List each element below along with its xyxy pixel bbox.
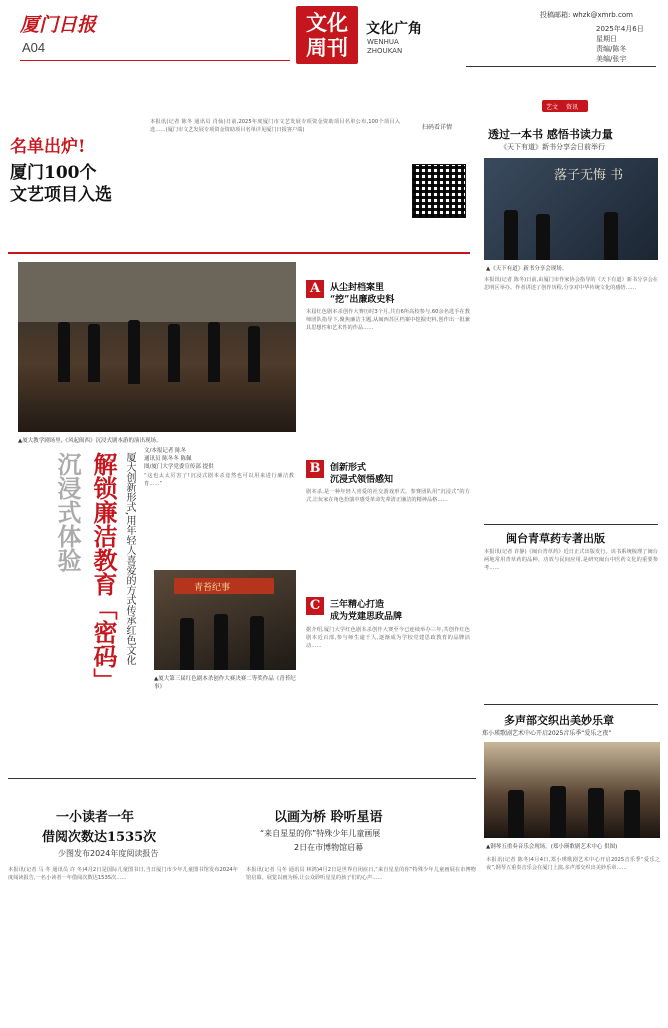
designer: 美编/张宇 <box>596 55 627 63</box>
date: 2025年4月6日 <box>596 25 644 33</box>
top-story-headline-1: 厦门100个 <box>10 163 97 183</box>
column-logo-block <box>296 6 358 64</box>
feature-title-red: 解锁廉洁教育「密码」 <box>89 452 118 692</box>
news3-text: 本报讯(记者 陈冬)4月4日,郑小瑛歌剧艺术中心开启2025音乐季“爱乐之夜”,钢琴五重奏音乐会在厦门上演,多声部交织出美妙乐章…… <box>486 857 660 871</box>
paper-logo: 厦门日报 <box>20 14 97 36</box>
header-right-rule <box>466 66 656 67</box>
bottom-story-2 <box>246 786 476 1024</box>
page-number: A04 <box>22 40 46 55</box>
musician-figure <box>624 790 640 838</box>
performer-figure <box>248 326 260 382</box>
bottom-story-1 <box>8 786 238 1024</box>
header-left-rule <box>20 60 290 61</box>
section-c-text: 据介绍,厦门大学红色剧本杀创作大赛至今已连续举办三年,共创作红色剧本近百部,参与师生逾千人,逐渐成为学校党建思政教育的品牌活动…… <box>306 627 470 649</box>
news1-text: 本报讯(记者 陈冬)日前,由厦门市作家协会指导的《天下有道》新书分享会在思明区举办。作者讲述了创作历程,分享对中华传统文化的感悟…… <box>484 277 658 291</box>
award-plaque-text: 青苔纪事 <box>194 583 231 593</box>
section-a-badge: A <box>306 280 324 298</box>
section-a-title-2: “挖”出廉政史料 <box>330 295 395 305</box>
speaker-figure <box>504 210 518 260</box>
bottom2-subhead-1: “来自星星的你”特殊少年儿童画展 <box>260 829 381 838</box>
performer-figure <box>88 324 100 382</box>
feature-subtitle: 厦大创新形式,用年轻人喜爱的方式传承红色文化 <box>124 452 135 666</box>
section-b-title-1: 创新形式 <box>330 463 367 473</box>
photo-backdrop <box>18 262 296 322</box>
news1-caption: ▲《天下有道》新书分享会现场。 <box>486 266 568 272</box>
column-name: 文化广角 <box>366 21 422 37</box>
bottom2-text: 本报讯(记者 马冬 通讯员 林鸿)4月2日是世界自闭症日,“来自星星的你”特殊少年儿童画展在市博物馆启幕。展览以画为桥,让公众聆听星星的孩子们的心声…… <box>246 867 476 881</box>
feature-byline-3: 图/厦门大学党委宣传部 提供 <box>144 464 214 470</box>
section-b-text: 剧本杀,是一种年轻人喜爱的社交游戏形式。参赛团队用“沉浸式”的方式,让玩家在角色扮演中感受革命先辈清正廉洁的精神品格…… <box>306 489 470 503</box>
bottom2-subhead-2: 2日在市博物馆启幕 <box>294 843 364 852</box>
divider <box>484 704 658 705</box>
qr-label: 扫码看详情 <box>422 124 453 131</box>
masthead <box>0 0 668 70</box>
bottom2-headline: 以画为桥 聆听星语 <box>274 810 383 825</box>
feature-title-gray: 沉浸式体验 <box>53 452 82 572</box>
feature-top-rule <box>8 252 470 254</box>
news1-subhead: 《天下有道》新书分享会日前举行 <box>500 143 605 151</box>
section-a-text: 本届红色剧本杀创作大赛历时3个月,共有6所高校参与,60余名选手在教师团队指导下,聚焦廉洁主题,从闽西苏区档案中挖掘史料,创作出一批兼具思想性和艺术性的作品…… <box>306 309 470 331</box>
performer-figure <box>168 324 180 382</box>
right-col-tag-1: 艺文 <box>546 104 559 111</box>
qr-area[interactable] <box>408 118 470 226</box>
news1-headline: 透过一本书 感悟书读力量 <box>488 128 613 141</box>
bottom1-headline-2: 借阅次数达1535次 <box>42 830 157 845</box>
section-c-title-2: 成为党建思政品牌 <box>330 612 403 622</box>
performer-figure <box>128 320 140 384</box>
feature-section <box>8 252 470 754</box>
weekday: 星期日 <box>596 35 617 43</box>
column-logo-text: 文化周刊 <box>306 10 348 60</box>
news1-photo <box>484 158 658 260</box>
editor: 责编/陈冬 <box>596 45 627 53</box>
speaker-figure <box>536 214 550 260</box>
speaker-figure <box>604 212 618 260</box>
performer-figure <box>58 322 70 382</box>
section-a-title-1: 从尘封档案里 <box>330 283 385 293</box>
news2-headline: 闽台青草药专著出版 <box>506 532 605 545</box>
bottom1-headline-1: 一小读者一年 <box>56 810 135 825</box>
feature-byline-2: 通讯员 陈冬冬 陈佩 <box>144 456 192 462</box>
section-b-badge: B <box>306 460 324 478</box>
winner-figure <box>250 616 264 670</box>
feature-intro: “这也太太厉害了!沉浸式剧本杀竟然也可以用来进行廉洁教育……” <box>144 473 294 487</box>
divider <box>484 524 658 525</box>
email: 投稿邮箱: whzk@xmrb.com <box>540 11 633 19</box>
section-b-title-2: 沉浸式领悟感知 <box>330 475 394 485</box>
feature-second-photo <box>154 570 296 670</box>
musician-figure <box>550 786 566 838</box>
news3-photo <box>484 742 660 838</box>
bottom-rule <box>8 778 476 779</box>
column-pinyin-2: ZHOUKAN <box>367 47 403 55</box>
top-story-kicker: 名单出炉! <box>10 137 86 157</box>
section-c-badge: C <box>306 597 324 615</box>
feature-byline-1: 文/本报记者 陈冬 <box>144 448 187 454</box>
right-column <box>482 100 660 754</box>
winner-figure <box>214 614 228 670</box>
news3-headline: 多声部交织出美妙乐章 <box>504 714 614 727</box>
top-story-body: 本报讯(记者 陈冬 通讯员 肖仙)日前,2025年度厦门市文艺发展专项资金资助项目名单公布,100个项目入选……(厦门市文艺发展专项资金资助项目名单详见厦门日报客户端) <box>150 119 400 133</box>
winner-figure <box>180 618 194 670</box>
news3-subhead: 郑小瑛歌剧艺术中心开启2025音乐季“爱乐之夜” <box>482 730 612 737</box>
top-story <box>8 118 470 248</box>
musician-figure <box>508 790 524 838</box>
column-pinyin-1: WENHUA <box>367 38 399 46</box>
banner-text: 落子无悔 书 <box>554 168 624 183</box>
bottom1-text: 本报讯(记者 马 冬 通讯员 许 冬)4月2日是国际儿童图书日,当日厦门市少年儿童图书馆发布2024年度阅读报告,一名小读者一年借阅次数达1535次…… <box>8 867 238 881</box>
musician-figure <box>588 788 604 838</box>
news2-text: 本报讯(记者 许静)《闽台青草药》近日正式出版发行。该书系统梳理了闽台两地常用青草药的品种、功效与民间应用,是研究闽台中医药文化的重要参考…… <box>484 549 658 571</box>
qr-code-icon[interactable] <box>412 164 466 218</box>
feature-photo2-caption: ▲厦大第三届红色剧本杀创作大赛决赛二等奖作品《青苔纪事》 <box>154 676 296 690</box>
top-story-headline-2: 文艺项目入选 <box>10 185 112 205</box>
feature-photo-caption: ▲厦大教学剧场里,《风起闽西》沉浸式剧本游的演出现场。 <box>18 438 162 444</box>
feature-main-photo <box>18 262 296 432</box>
right-col-tag-2: 资讯 <box>566 104 579 111</box>
news3-caption: ▲钢琴五重奏音乐会现场。(郑小瑛歌剧艺术中心 供图) <box>486 844 618 850</box>
section-c-title-1: 三年精心打造 <box>330 600 385 610</box>
bottom1-subhead: 少图发布2024年度阅读报告 <box>58 849 159 858</box>
performer-figure <box>208 322 220 382</box>
